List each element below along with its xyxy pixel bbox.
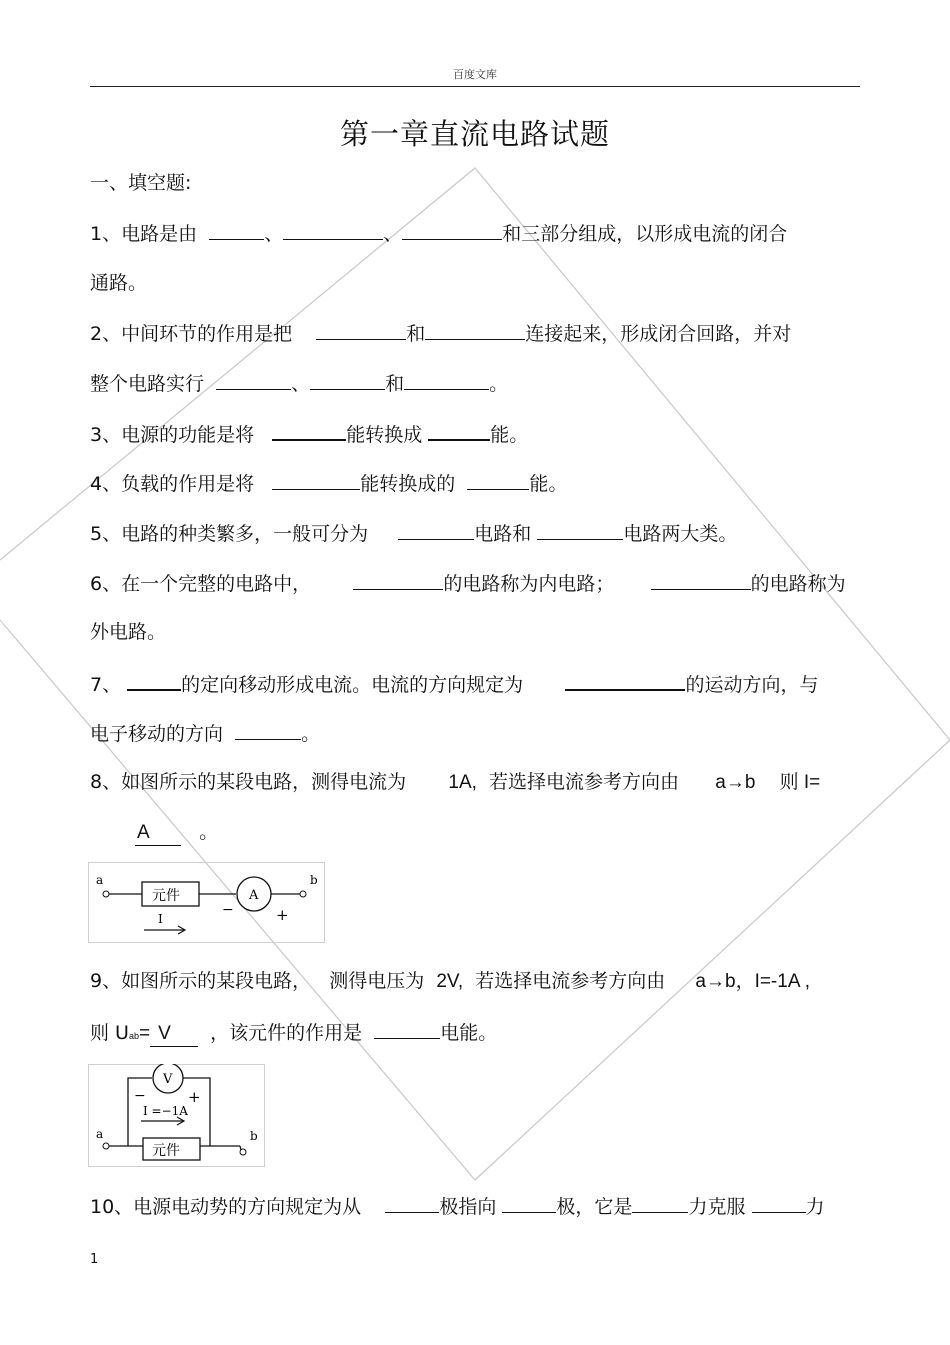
question-8-line-2: A 。 — [135, 820, 218, 846]
minus-sign: − — [222, 902, 234, 918]
blank[interactable] — [565, 670, 685, 691]
blank[interactable] — [316, 320, 406, 340]
node-a-terminal — [103, 891, 109, 897]
circuit-figure-1 — [88, 862, 326, 944]
blank[interactable] — [127, 670, 181, 691]
question-2-line-1: 2、中间环节的作用是把 和 连接起来，形成闭合回路，并对 — [90, 320, 791, 346]
blank[interactable] — [752, 1193, 806, 1213]
question-2-line-2: 整个电路实行 、 和 。 — [90, 370, 508, 396]
blank[interactable] — [537, 520, 623, 540]
circuit-figure-2 — [88, 1064, 266, 1168]
blank[interactable] — [404, 370, 489, 390]
blank[interactable] — [374, 1019, 440, 1039]
voltmeter-label: V — [163, 1072, 173, 1087]
blank[interactable] — [425, 320, 525, 340]
page-title: 第一章直流电路试题 — [339, 117, 610, 151]
node-a-label: a — [96, 1127, 104, 1141]
page-number: 1 — [90, 1252, 99, 1267]
minus-sign: − — [134, 1088, 146, 1104]
q1-text: 1、电路是由 — [90, 223, 198, 245]
blank[interactable] — [467, 470, 529, 490]
node-b-terminal — [300, 891, 306, 897]
question-1-line-1: 1、电路是由 、 、 和三部分组成，以形成电流的闭合 — [90, 220, 787, 246]
blank[interactable] — [283, 220, 383, 240]
question-9-line-2: 则 Uab= V ，该元件的作用是 电能。 — [90, 1019, 497, 1048]
current-label: I =−1A — [143, 1104, 188, 1118]
answer-blank[interactable]: A — [135, 821, 181, 846]
blank[interactable] — [651, 570, 751, 590]
plus-sign: + — [276, 906, 289, 924]
question-6-line-2: 外电路。 — [90, 621, 167, 643]
blank[interactable] — [402, 220, 502, 240]
question-4: 4、负载的作用是将 能转换成的 能。 — [90, 470, 567, 496]
header-divider — [90, 86, 860, 87]
question-3: 3、电源的功能是将 能转换成 能。 — [90, 420, 528, 447]
question-1-line-2: 通路。 — [90, 272, 148, 294]
blank[interactable] — [272, 470, 360, 490]
answer-blank[interactable]: V — [150, 1022, 198, 1047]
element-label: 元件 — [152, 888, 180, 904]
blank[interactable] — [353, 570, 443, 590]
page-header: 百度文库 — [453, 68, 497, 81]
question-10: 10、电源电动势的方向规定为从 极指向 极，它是 力克服 力 — [90, 1193, 825, 1219]
blank[interactable] — [310, 370, 385, 390]
node-b-label: b — [250, 1129, 258, 1143]
blank[interactable] — [398, 520, 474, 540]
blank[interactable] — [428, 420, 490, 441]
node-b-label: b — [310, 873, 318, 887]
current-label: I — [158, 912, 163, 926]
blank[interactable] — [209, 220, 264, 240]
question-7-line-1: 7、 的定向移动形成电流。电流的方向规定为 的运动方向，与 — [90, 670, 818, 697]
blank[interactable] — [216, 370, 291, 390]
section-heading: 一、填空题: — [90, 172, 192, 194]
blank[interactable] — [632, 1193, 688, 1213]
blank[interactable] — [385, 1193, 439, 1213]
question-8-line-1: 8、如图所示的某段电路，测得电流为 1A, 若选择电流参考方向由 a→b 则 I= — [90, 771, 821, 793]
ammeter-label: A — [249, 888, 259, 903]
blank[interactable] — [272, 420, 346, 441]
node-a-terminal — [103, 1143, 109, 1149]
question-7-line-2: 电子移动的方向 。 — [90, 720, 320, 746]
question-9-line-1: 9、如图所示的某段电路， 测得电压为 2V, 若选择电流参考方向由 a→b，I=-1A , — [90, 970, 811, 992]
plus-sign: + — [188, 1088, 201, 1106]
blank[interactable] — [235, 720, 301, 740]
element-label: 元件 — [152, 1143, 180, 1159]
blank[interactable] — [502, 1193, 556, 1213]
question-5: 5、电路的种类繁多，一般可分为 电路和 电路两大类。 — [90, 520, 737, 546]
node-a-label: a — [96, 873, 104, 887]
question-6-line-1: 6、在一个完整的电路中， 的电路称为内电路； 的电路称为 — [90, 570, 846, 596]
